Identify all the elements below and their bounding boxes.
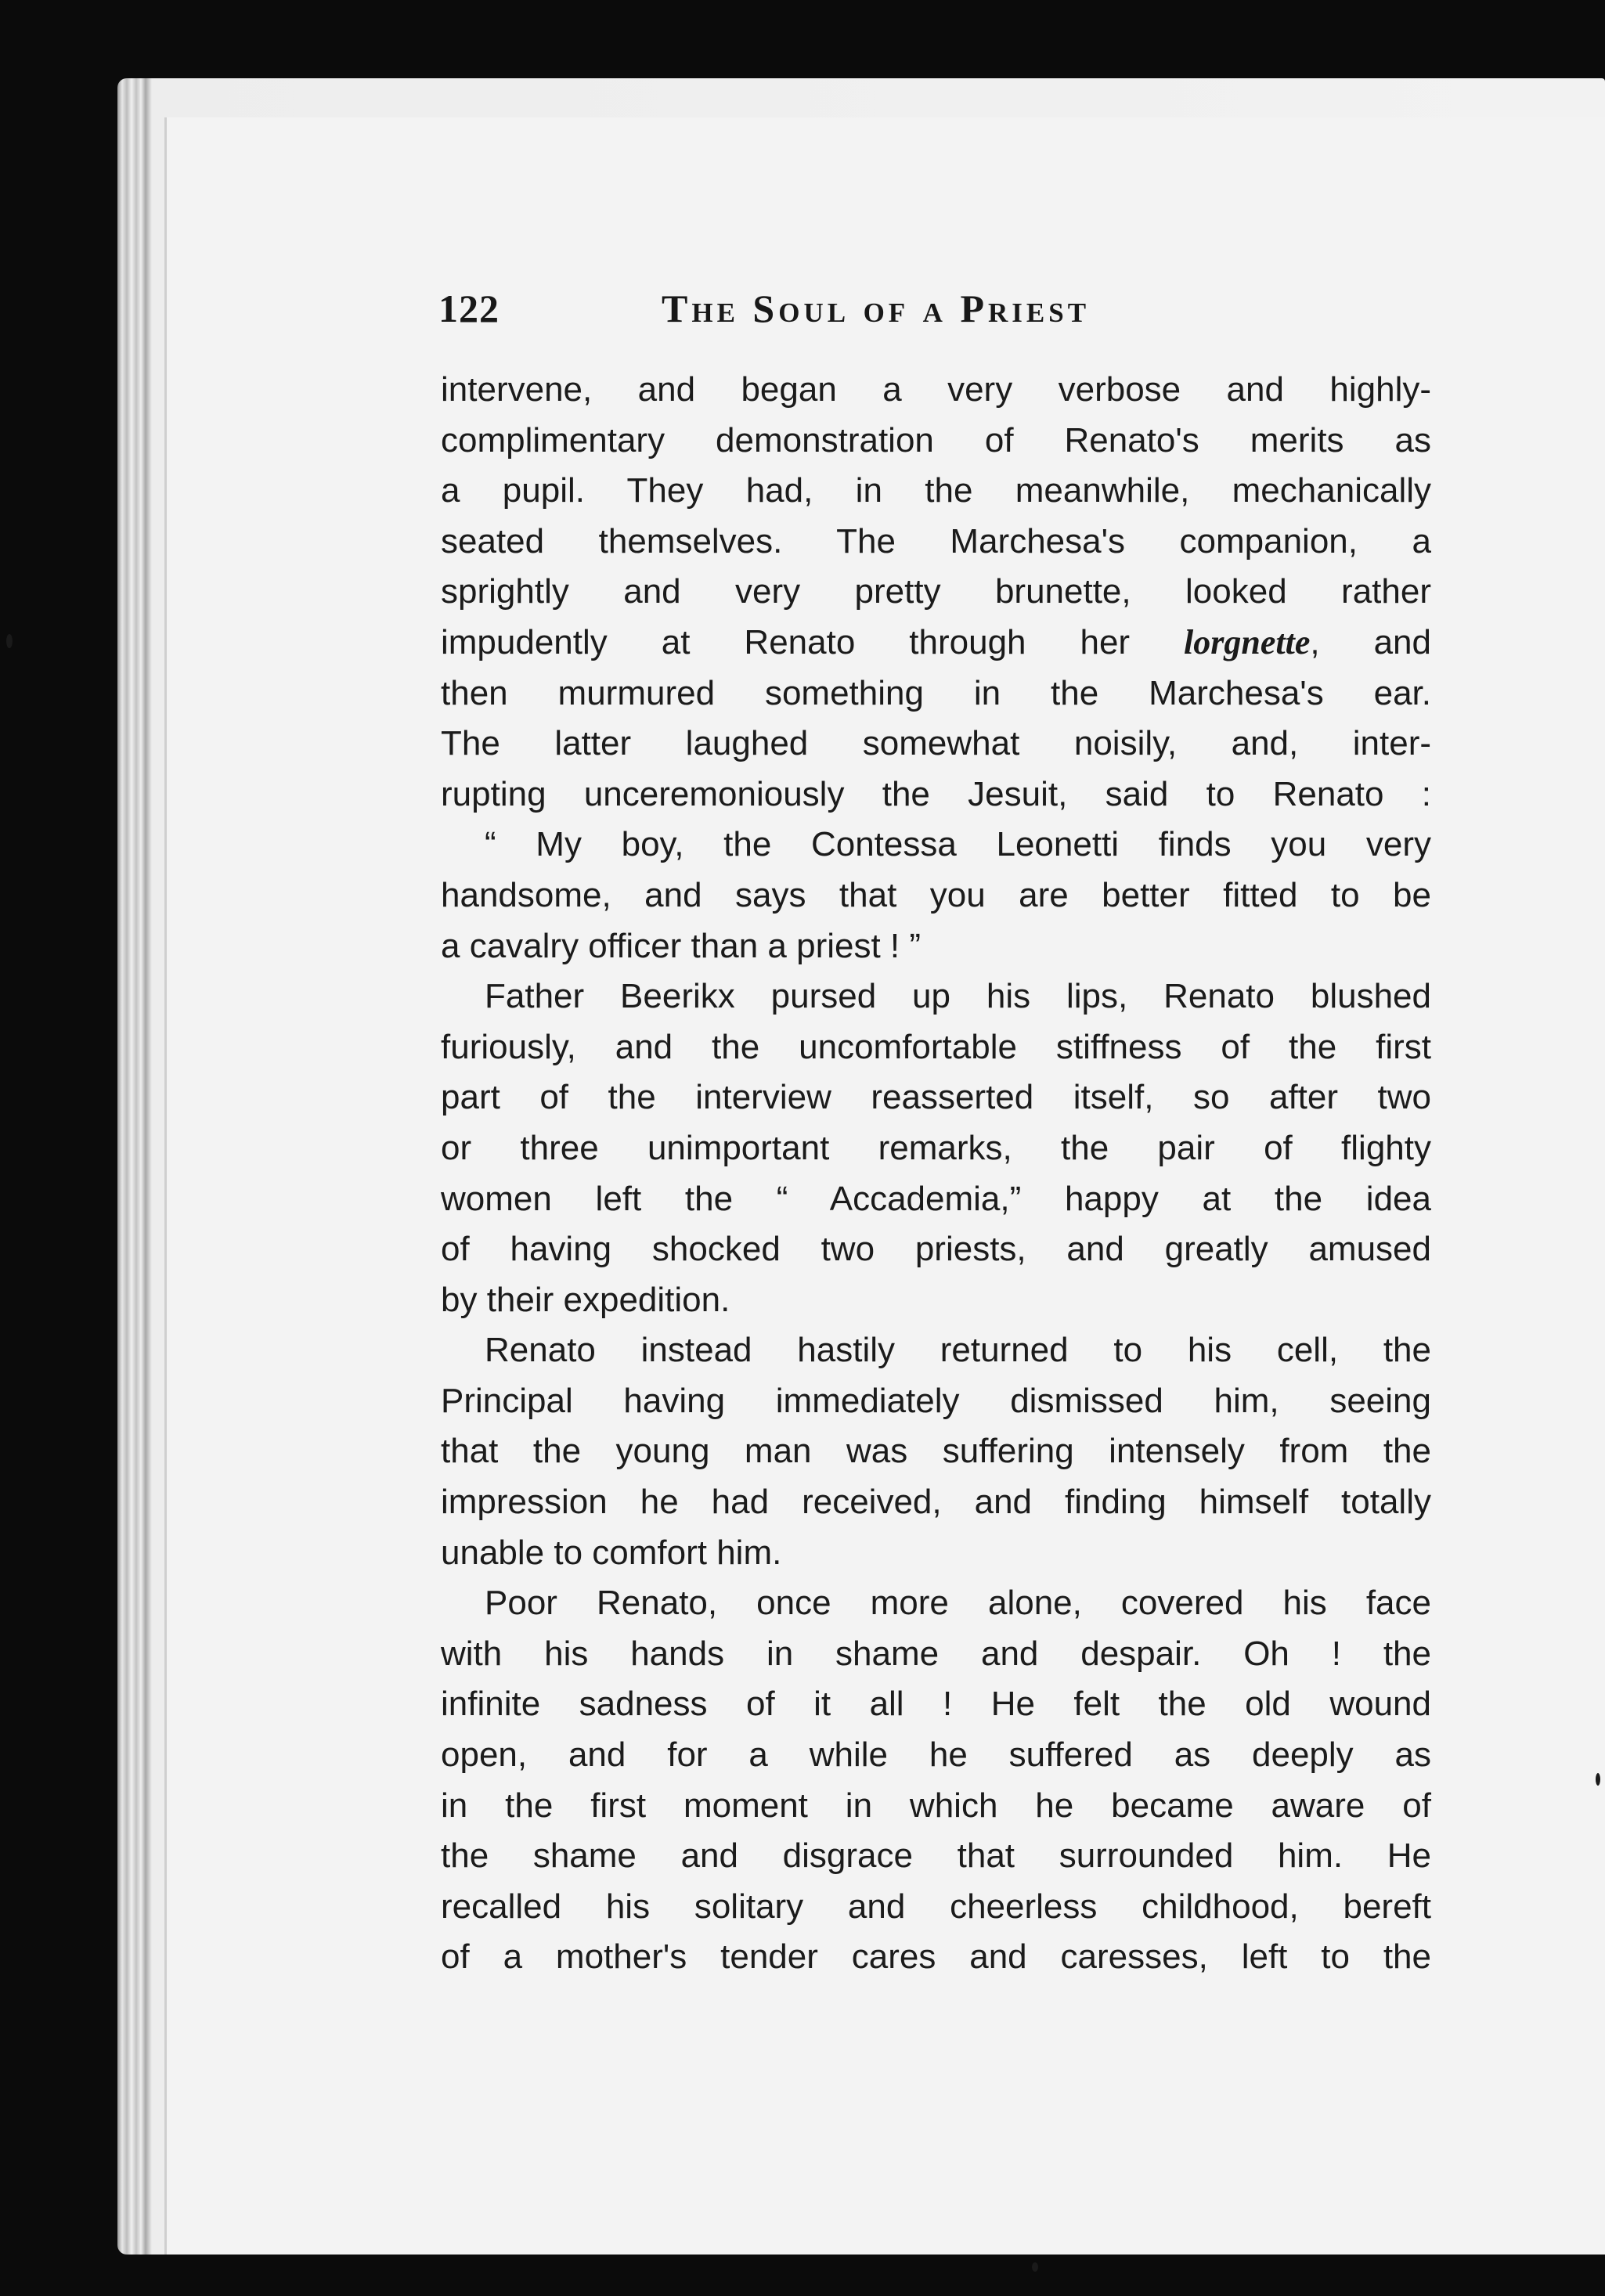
- text-line-content: seated themselves. The Marchesa's companion, a: [441, 521, 1431, 560]
- text-line-content: furiously, and the uncomfortable stiffness of the first: [441, 1027, 1431, 1066]
- text-line-content: Renato instead hastily returned to his cell, the: [485, 1331, 1431, 1370]
- text-line: [441, 1679, 1431, 1730]
- text-line-content: or three unimportant remarks, the pair of flighty: [441, 1128, 1431, 1167]
- text-line: [441, 1528, 1431, 1579]
- text-line-content: recalled his solitary and cheerless childhood, bereft: [441, 1887, 1431, 1926]
- text-line: [441, 1730, 1431, 1781]
- text-line-content: a pupil. They had, in the meanwhile, mechanically: [441, 471, 1431, 510]
- text-line-content: with his hands in shame and despair. Oh ! the: [441, 1634, 1431, 1673]
- text-line: [441, 1376, 1431, 1427]
- body-text: [441, 365, 1431, 1983]
- text-line-content: complimentary demonstration of Renato's merits as: [441, 420, 1431, 460]
- text-line: [441, 1275, 1431, 1326]
- text-line: [441, 1932, 1431, 1983]
- text-line: [441, 618, 1431, 669]
- text-line-content: part of the interview reasserted itself, so after two: [441, 1078, 1431, 1117]
- scan-speck: [1032, 2262, 1038, 2272]
- text-line-content: of a mother's tender cares and caresses, left to the: [441, 1937, 1431, 1977]
- text-line: [441, 517, 1431, 568]
- text-line: [441, 567, 1431, 618]
- text-line-content: intervene, and began a very verbose and highly-: [441, 370, 1431, 409]
- scan-speck: [6, 634, 13, 648]
- text-line: [441, 719, 1431, 770]
- text-line-content: “ My boy, the Contessa Leonetti finds you very: [485, 825, 1431, 864]
- text-line-content: a cavalry officer than a priest ! ”: [441, 926, 922, 965]
- text-line-content: Principal having immediately dismissed him, seeing: [441, 1381, 1431, 1420]
- text-line: [441, 1831, 1431, 1882]
- text-line-content: women left the “ Accademia,” happy at the idea: [441, 1179, 1431, 1218]
- text-line: [441, 1224, 1431, 1275]
- text-line: [441, 1629, 1431, 1680]
- text-line: [441, 669, 1431, 719]
- text-line: [441, 466, 1431, 517]
- text-line: [441, 1022, 1431, 1073]
- text-line-content: the shame and disgrace that surrounded him. He: [441, 1836, 1431, 1876]
- text-line-content: then murmured something in the Marchesa's ear.: [441, 673, 1431, 712]
- text-line: [441, 1477, 1431, 1528]
- text-line: [441, 770, 1431, 820]
- text-line: [441, 971, 1431, 1022]
- text-line-content: handsome, and says that you are better fitted to be: [441, 875, 1431, 914]
- text-line-content: infinite sadness of it all ! He felt the old wound: [441, 1685, 1431, 1724]
- text-line-content: that the young man was suffering intensely from the: [441, 1432, 1431, 1471]
- text-line: [441, 921, 1431, 972]
- scan-speck: [1596, 1773, 1600, 1786]
- text-line-content: by their expedition.: [441, 1280, 730, 1319]
- text-line: [441, 1781, 1431, 1832]
- text-line-content: unable to comfort him.: [441, 1533, 782, 1572]
- text-line-content: impression he had received, and finding himself totally: [441, 1483, 1431, 1522]
- text-line-content: open, and for a while he suffered as deeply as: [441, 1736, 1431, 1775]
- text-line: [441, 416, 1431, 467]
- text-line: [441, 1123, 1431, 1174]
- text-line: [441, 1072, 1431, 1123]
- text-line-content: Father Beerikx pursed up his lips, Renato blushed: [485, 977, 1431, 1016]
- text-line-content: in the first moment in which he became aware of: [441, 1786, 1431, 1825]
- running-head-title: The Soul of a Priest: [662, 287, 1091, 330]
- text-line: [441, 1325, 1431, 1376]
- text-line: [441, 365, 1431, 416]
- text-line: [441, 1174, 1431, 1225]
- text-line: [441, 820, 1431, 870]
- text-line-content: The latter laughed somewhat noisily, and, inter-: [441, 724, 1431, 763]
- text-line-content: sprightly and very pretty brunette, looked rather: [441, 572, 1431, 611]
- text-line-content: , and: [1310, 622, 1431, 661]
- page-number: 122: [438, 287, 500, 330]
- text-line-content: rupting unceremoniously the Jesuit, said to Renato :: [441, 774, 1431, 813]
- text-line: [441, 1882, 1431, 1933]
- page-header: [438, 286, 1448, 348]
- text-line-content: of having shocked two priests, and greatly amused: [441, 1230, 1431, 1269]
- text-line-content: impudently at Renato through her: [441, 622, 1185, 661]
- italic-word: lorgnette: [1184, 622, 1311, 661]
- text-line-content: Poor Renato, once more alone, covered his face: [485, 1584, 1431, 1623]
- text-line: [441, 1426, 1431, 1477]
- text-line: [441, 870, 1431, 921]
- text-line: [441, 1578, 1431, 1629]
